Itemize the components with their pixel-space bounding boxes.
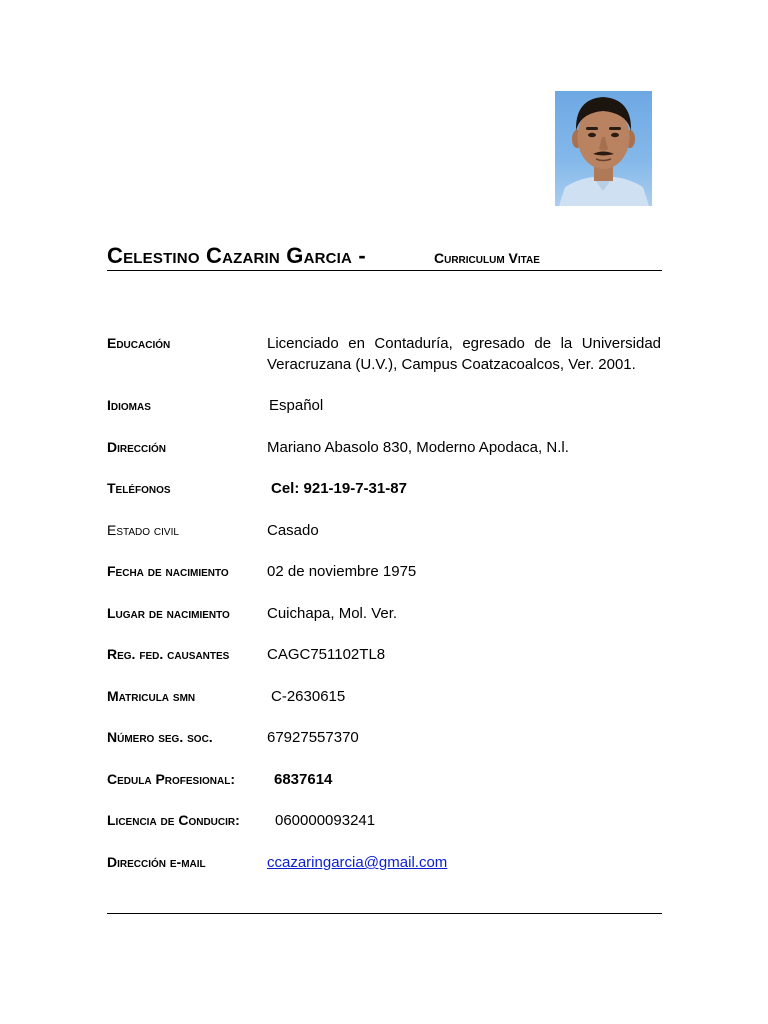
value-lugar-nacimiento: Cuichapa, Mol. Ver. <box>267 605 398 622</box>
email-link[interactable]: ccazaringarcia@gmail.com <box>267 854 448 871</box>
value-licencia-conducir: 060000093241 <box>275 812 376 829</box>
document-header <box>107 240 662 271</box>
document-subtitle: Curriculum Vitae <box>434 250 540 266</box>
value-cedula-profesional: 6837614 <box>274 771 333 788</box>
value-rfc: CAGC751102TL8 <box>267 646 386 663</box>
portrait-image <box>555 91 652 206</box>
label-numero-seg-soc: Número seg. soc. <box>107 729 213 745</box>
label-matricula-smn: Matricula smn <box>107 688 196 704</box>
label-telefonos: Teléfonos <box>107 480 171 496</box>
value-direccion: Mariano Abasolo 830, Moderno Apodaca, N.l. <box>267 439 569 456</box>
label-educacion: Educación <box>107 335 171 351</box>
value-matricula-smn: C-2630615 <box>271 688 346 705</box>
label-estado-civil: Estado civil <box>107 522 179 538</box>
value-email <box>267 852 661 873</box>
value-telefonos: Cel: 921-19-7-31-87 <box>271 480 407 497</box>
label-idiomas: Idiomas <box>107 397 151 413</box>
value-fecha-nacimiento: 02 de noviembre 1975 <box>267 563 417 580</box>
value-educacion: Licenciado en Contaduría, egresado de la Universidad Veracruzana (U.V.), Campus Coatzacoalcos, Ver. 2001. <box>267 335 661 373</box>
label-cedula-profesional: Cedula Profesional: <box>107 771 235 787</box>
label-rfc: Reg. fed. causantes <box>107 646 230 662</box>
label-fecha-nacimiento: Fecha de nacimiento <box>107 563 229 579</box>
candidate-name: Celestino Cazarin Garcia - <box>107 243 366 268</box>
label-licencia-conducir: Licencia de Conducir: <box>107 812 240 828</box>
value-numero-seg-soc: 67927557370 <box>267 729 359 746</box>
label-email: Dirección e-mail <box>107 854 206 870</box>
label-direccion: Dirección <box>107 439 167 455</box>
bottom-divider <box>107 913 662 914</box>
profile-photo <box>555 91 652 206</box>
value-idiomas: Español <box>269 397 324 414</box>
value-estado-civil: Casado <box>267 522 319 539</box>
label-lugar-nacimiento: Lugar de nacimiento <box>107 605 230 621</box>
